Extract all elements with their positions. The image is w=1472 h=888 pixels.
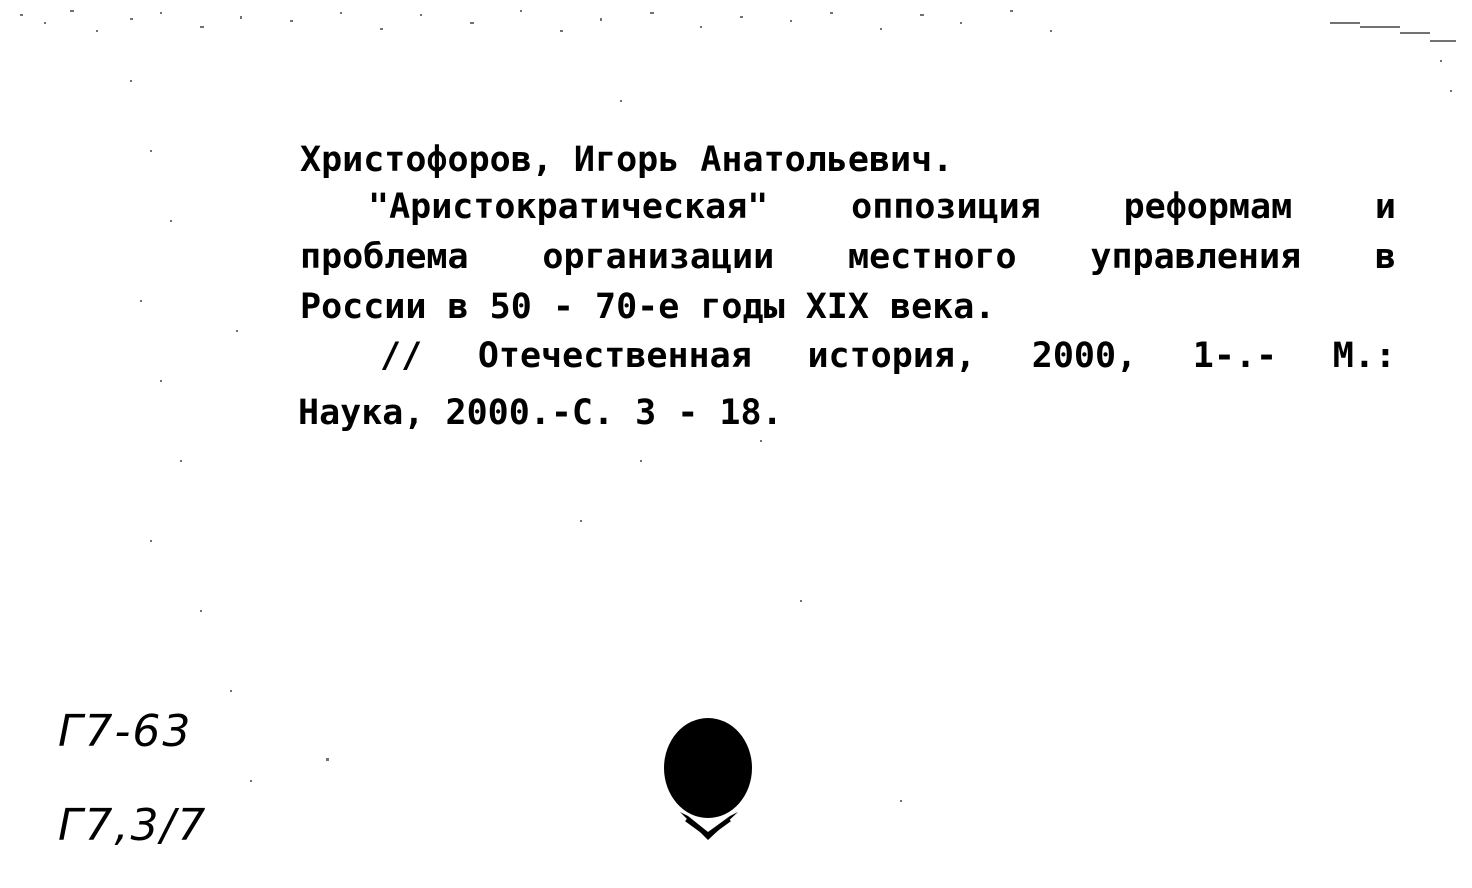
punch-hole: [660, 712, 756, 852]
shelfmark-handwritten-1: Г7-63: [58, 706, 193, 757]
card-author: Христофоров, Игорь Анатольевич.: [300, 140, 954, 180]
card-source-line-1: // Отечественная история, 2000, 1-.- М.:: [380, 336, 1396, 376]
shelfmark-handwritten-2: Г7,3/7: [58, 800, 208, 851]
card-title-line-1: "Аристократическая" оппозиция реформам и: [368, 187, 1396, 227]
card-title-line-3: России в 50 - 70-е годы XIX века.: [300, 287, 996, 327]
card-title-line-2: проблема организации местного управления в: [300, 237, 1396, 277]
card-source-line-2: Наука, 2000.-С. 3 - 18.: [298, 393, 783, 433]
